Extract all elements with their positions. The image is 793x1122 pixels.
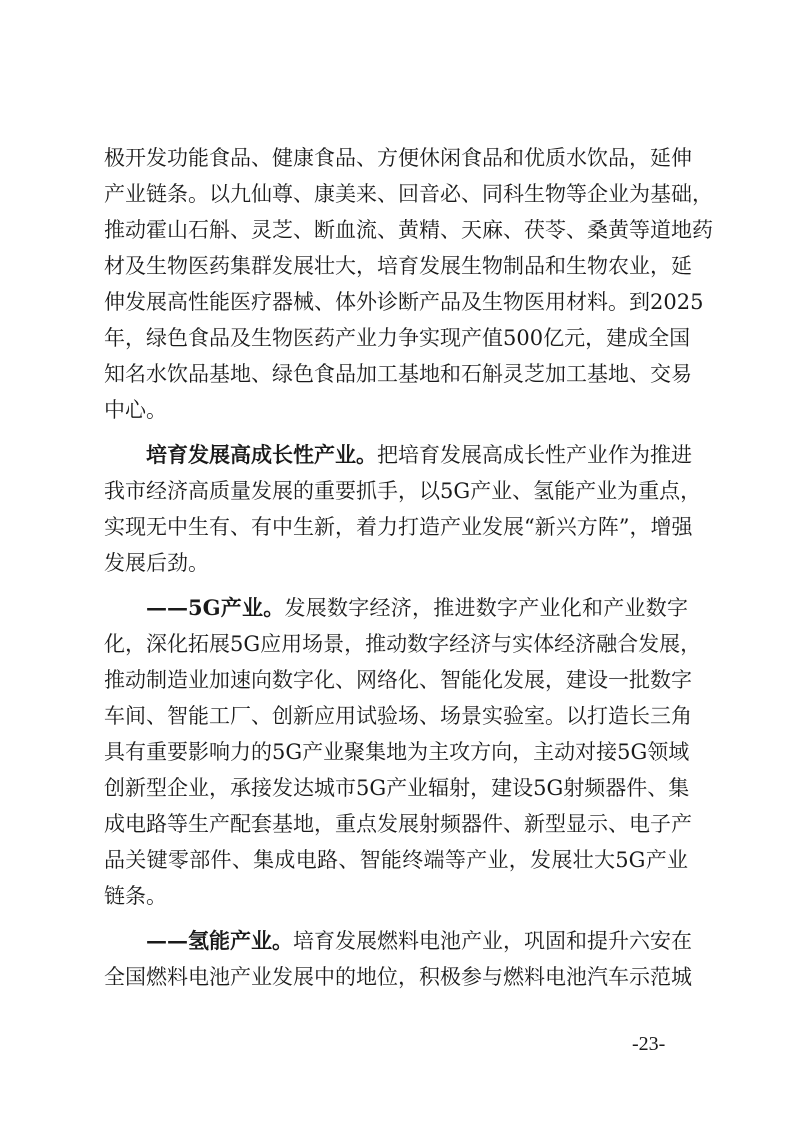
text-line bbox=[104, 590, 688, 626]
text-line: 实现无中生有、有中生新，着力打造产业发展“新兴方阵”，增强 bbox=[104, 515, 693, 539]
text-line: 产业链条。以九仙尊、康美来、回音必、同科生物等企业为基础， bbox=[104, 182, 713, 206]
text-line: 极开发功能食品、健康食品、方便休闲食品和优质水饮品，延伸 bbox=[104, 146, 692, 170]
text-line: 具有重要影响力的5G产业聚集地为主攻方向，主动对接5G领域 bbox=[104, 740, 690, 764]
text-line: 创新型企业，承接发达城市5G产业辐射，建设5G射频器件、集 bbox=[104, 776, 690, 800]
text-line: 伸发展高性能医疗器械、体外诊断产品及生物医用材料。到2025 bbox=[104, 290, 704, 314]
text-run: 把培育发展高成长性产业作为推进 bbox=[377, 443, 692, 467]
paragraph-food-biomedicine bbox=[104, 140, 713, 428]
text-line bbox=[104, 923, 692, 959]
text-line: 链条。 bbox=[104, 884, 167, 908]
paragraph-high-growth-industries bbox=[104, 437, 702, 581]
document-body bbox=[104, 140, 713, 995]
paragraph-heading: 培育发展高成长性产业。 bbox=[146, 442, 377, 467]
text-line: 知名水饮品基地、绿色食品加工基地和石斛灵芝加工基地、交易 bbox=[104, 362, 692, 386]
paragraph-heading: ——5G产业。 bbox=[146, 595, 285, 620]
text-line: 年，绿色食品及生物医药产业力争实现产值500亿元，建成全国 bbox=[104, 326, 691, 350]
paragraph-hydrogen-industry bbox=[104, 923, 692, 995]
text-line: 中心。 bbox=[104, 398, 167, 422]
text-line: 推动制造业加速向数字化、网络化、智能化发展，建设一批数字 bbox=[104, 668, 692, 692]
text-line: 化，深化拓展5G应用场景，推动数字经济与实体经济融合发展， bbox=[104, 632, 702, 656]
text-line: 推动霍山石斛、灵芝、断血流、黄精、天麻、茯苓、桑黄等道地药 bbox=[104, 218, 713, 242]
text-line: 车间、智能工厂、创新应用试验场、场景实验室。以打造长三角 bbox=[104, 704, 692, 728]
text-line: 品关键零部件、集成电路、智能终端等产业，发展壮大5G产业 bbox=[104, 848, 688, 872]
paragraph-5g-industry bbox=[104, 590, 702, 914]
paragraph-heading: ——氢能产业。 bbox=[146, 928, 293, 953]
text-line: 材及生物医药集群发展壮大，培育发展生物制品和生物农业，延 bbox=[104, 254, 692, 278]
text-line: 成电路等生产配套基地，重点发展射频器件、新型显示、电子产 bbox=[104, 812, 692, 836]
page-number: -23- bbox=[632, 1033, 666, 1055]
text-line: 我市经济高质量发展的重要抓手，以5G产业、氢能产业为重点， bbox=[104, 479, 702, 503]
text-line bbox=[104, 437, 692, 473]
text-line: 发展后劲。 bbox=[104, 551, 209, 575]
text-run: 培育发展燃料电池产业，巩固和提升六安在 bbox=[293, 929, 692, 953]
text-line: 全国燃料电池产业发展中的地位，积极参与燃料电池汽车示范城 bbox=[104, 965, 692, 989]
text-run: 发展数字经济，推进数字产业化和产业数字 bbox=[284, 596, 689, 620]
